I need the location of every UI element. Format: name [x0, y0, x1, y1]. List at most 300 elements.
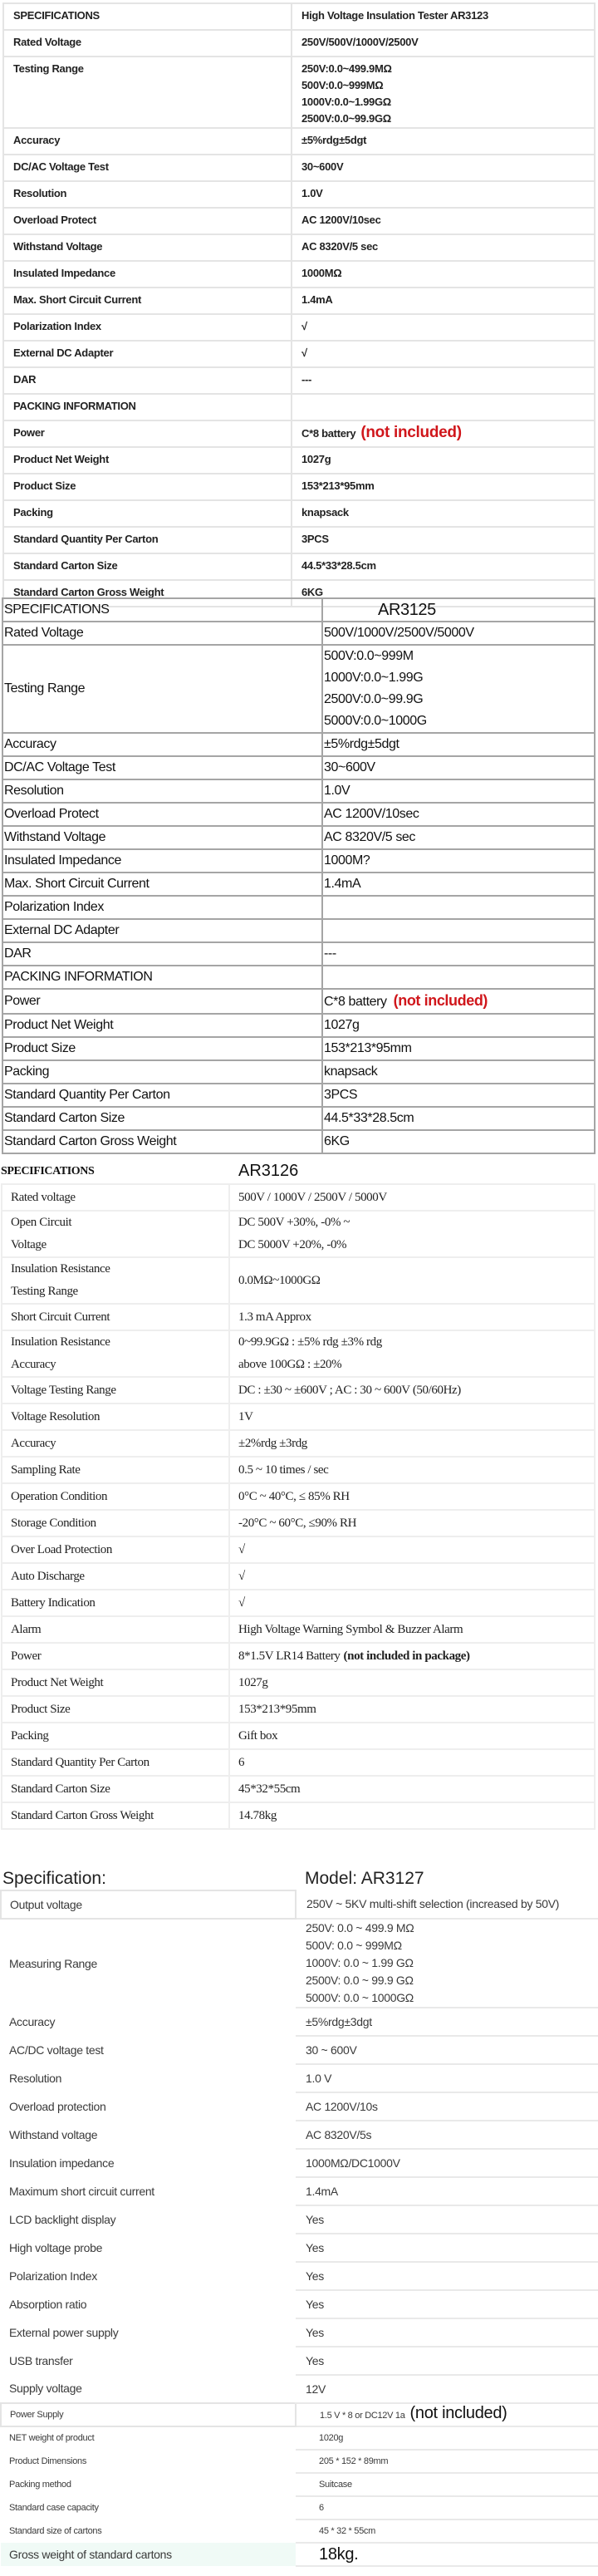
table-row	[2, 1037, 595, 1060]
spec-value-line: ---	[324, 946, 336, 961]
table-row	[2, 1457, 595, 1483]
spec-value-line: 1027g	[301, 453, 331, 465]
table-row	[2, 1404, 595, 1430]
spec-value-line: 0~99.9GΩ : ±5% rdg ±3% rdg	[238, 1335, 382, 1349]
spec-value-line: High Voltage Warning Symbol & Buzzer Alarm	[238, 1622, 463, 1636]
table-row	[2, 1802, 595, 1829]
spec-header-label: SPECIFICATIONS	[13, 9, 100, 22]
spec-label: Standard size of cartons	[9, 2525, 102, 2536]
spec-header-label: SPECIFICATIONS	[4, 602, 110, 617]
spec-label: Power Supply	[10, 2409, 64, 2420]
table-row	[1, 2121, 598, 2149]
table-row	[1, 2262, 598, 2290]
spec-label: Withstand Voltage	[4, 830, 106, 844]
spec-label: Product Net Weight	[4, 1018, 114, 1032]
spec-value-line: 1.4mA	[306, 2184, 338, 2198]
spec-value	[296, 2177, 598, 2205]
spec-label	[2, 1037, 322, 1060]
spec-value-line: 1.4mA	[301, 293, 333, 306]
table-row	[2, 873, 595, 896]
table-row	[2, 803, 595, 826]
spec-label: Power	[4, 994, 41, 1008]
spec-value	[296, 2347, 598, 2375]
spec-value: 8*1.5V LR14 Battery	[238, 1649, 341, 1663]
spec-label: Overload protection	[9, 2099, 106, 2113]
table-row	[2, 1696, 595, 1723]
spec-label: Product Size	[4, 1041, 76, 1055]
spec-value-line: 153*213*95mm	[301, 479, 375, 492]
spec-value	[322, 779, 595, 803]
spec-value-line: Gift box	[238, 1728, 278, 1743]
spec-label	[1, 2177, 296, 2205]
spec-label: Polarization Index	[9, 2269, 97, 2283]
spec-value	[296, 2205, 598, 2234]
table-row	[2, 1304, 595, 1330]
spec-value-line: ±2%rdg ±3rdg	[238, 1436, 307, 1450]
spec-value-line: √	[238, 1569, 245, 1583]
spec-value	[322, 919, 595, 942]
table-row	[1, 2375, 598, 2403]
spec-value	[292, 208, 595, 234]
table-row	[1, 2496, 598, 2519]
spec-value-line: 45 * 32 * 55cm	[319, 2525, 375, 2536]
spec-value-line: 205 * 152 * 89mm	[319, 2456, 389, 2466]
spec-value	[292, 261, 595, 288]
spec-label: Standard Carton Gross Weight	[13, 586, 164, 598]
spec-label	[2, 756, 322, 779]
spec-value-line: 2500V:0.0~99.9GΩ	[301, 112, 391, 125]
spec-value	[322, 942, 595, 966]
table-row	[1, 2092, 598, 2121]
spec-label: Max. Short Circuit Current	[13, 293, 141, 306]
spec-label: High voltage probe	[9, 2240, 103, 2254]
spec-value	[292, 57, 595, 128]
spec-value	[296, 2008, 598, 2036]
table-row	[3, 181, 595, 208]
table-row	[2, 622, 595, 645]
spec-value-line: 3PCS	[324, 1088, 358, 1102]
spec-value-line: Yes	[306, 2240, 324, 2254]
spec-value-line: 1000V:0.0~1.99G	[324, 671, 424, 685]
spec-value-line: 2500V: 0.0 ~ 99.9 GΩ	[306, 1974, 414, 1987]
spec-value-line: ±5%rdg±5dgt	[324, 737, 399, 751]
table-row	[2, 1184, 595, 1211]
spec-label-line: Storage Condition	[11, 1516, 96, 1530]
table-row	[1, 2149, 598, 2177]
table-row	[2, 989, 595, 1014]
spec-label-line: Short Circuit Current	[11, 1310, 110, 1324]
spec-value	[229, 1669, 595, 1696]
spec-value-line: 1000V: 0.0 ~ 1.99 GΩ	[306, 1956, 414, 1969]
table-row	[3, 367, 595, 394]
spec-value-line: √	[238, 1542, 245, 1556]
table-row	[1, 2234, 598, 2262]
spec-label: PACKING INFORMATION	[4, 970, 153, 984]
spec-label	[2, 1669, 229, 1696]
spec-value	[296, 2290, 598, 2318]
spec-label: Insulated Impedance	[13, 267, 115, 279]
spec-table-ar3126	[1, 1183, 596, 1830]
spec-label: Product Net Weight	[13, 453, 109, 465]
spec-value-line: 6KG	[324, 1134, 350, 1148]
spec-label	[3, 500, 292, 527]
spec-label	[2, 919, 322, 942]
spec-value	[229, 1776, 595, 1802]
table-row	[2, 1377, 595, 1404]
spec-value-line: 3PCS	[301, 533, 329, 545]
table-row	[2, 966, 595, 989]
spec-table-ar3125	[2, 597, 596, 1154]
spec-value	[292, 128, 595, 155]
table-row	[1, 2519, 598, 2543]
table-row	[1, 2403, 598, 2426]
spec-label: Maximum short circuit current	[9, 2184, 154, 2198]
spec-value	[292, 447, 595, 474]
spec-value	[292, 341, 595, 367]
table-row	[1, 1919, 598, 2008]
spec-label	[3, 553, 292, 580]
spec-label	[1, 2375, 296, 2403]
spec-label	[2, 803, 322, 826]
spec-value	[296, 1919, 598, 2008]
spec-label	[2, 873, 322, 896]
not-included-note: (not included)	[409, 2404, 507, 2422]
spec-label-line: Standard Quantity Per Carton	[11, 1755, 150, 1769]
spec-value	[292, 367, 595, 394]
spec-value-line: DC : ±30 ~ ±600V ; AC : 30 ~ 600V (50/60Hz)	[238, 1383, 461, 1397]
spec-label	[2, 1776, 229, 1802]
spec-label	[2, 1084, 322, 1107]
spec-value	[292, 474, 595, 500]
spec-label: AC/DC voltage test	[9, 2043, 104, 2057]
spec-label	[1, 2290, 296, 2318]
table-row	[1, 2347, 598, 2375]
table-row	[1, 2543, 598, 2566]
table-row	[2, 645, 595, 733]
spec-value	[229, 1211, 595, 1257]
spec-label	[3, 474, 292, 500]
spec-label: Measuring Range	[9, 1956, 98, 1970]
spec-value	[229, 1590, 595, 1616]
table-row	[3, 527, 595, 553]
spec-label-line: Over Load Protection	[11, 1542, 112, 1556]
spec-value-line: Yes	[306, 2325, 324, 2339]
spec-header-label	[3, 3, 292, 30]
spec-value-line: 1000M?	[324, 853, 370, 868]
spec-value	[296, 2036, 598, 2064]
spec-value	[229, 1457, 595, 1483]
spec-value: 1.5 V * 8 or DC12V 1a	[320, 2411, 405, 2421]
spec-value-line: √	[301, 320, 307, 332]
spec-label-line: Standard Carton Size	[11, 1782, 110, 1796]
spec-label	[1, 2262, 296, 2290]
spec-value	[322, 1084, 595, 1107]
spec-label: Insulation impedance	[9, 2156, 115, 2170]
spec-value	[229, 1304, 595, 1330]
spec-value	[292, 553, 595, 580]
spec-value-line: 30~600V	[324, 760, 375, 774]
spec-value	[322, 1037, 595, 1060]
model-name	[292, 3, 595, 30]
spec-label-line: Voltage Resolution	[11, 1409, 100, 1423]
spec-label: Supply voltage	[9, 2382, 82, 2395]
table-row	[2, 942, 595, 966]
table-header-row	[2, 598, 595, 622]
spec-label	[2, 1749, 229, 1776]
spec-value	[322, 966, 595, 989]
spec-label	[2, 989, 322, 1014]
spec-label: Gross weight of standard cartons	[9, 2547, 172, 2561]
spec-label-line: Accuracy	[11, 1436, 56, 1450]
spec-label: Absorption ratio	[9, 2297, 87, 2311]
spec-label-line: Sampling Rate	[11, 1463, 81, 1477]
spec-label-line: Insulation Resistance	[11, 1335, 110, 1349]
spec-label	[2, 1330, 229, 1377]
spec-value	[292, 181, 595, 208]
spec-value-line: AC 1200V/10s	[306, 2099, 378, 2113]
model-name: AR3126	[238, 1162, 299, 1180]
spec-value	[292, 527, 595, 553]
table-row	[2, 1483, 595, 1510]
spec-value-line: 1027g	[238, 1675, 268, 1689]
table-row	[1, 2177, 598, 2205]
spec-label	[2, 1014, 322, 1037]
spec-label: Power	[13, 426, 45, 439]
not-included-note: (not included in package)	[343, 1649, 470, 1663]
spec-value	[229, 1430, 595, 1457]
spec-value-line: 500V:0.0~999M	[324, 649, 414, 663]
spec-label-line: Accuracy	[11, 1358, 56, 1371]
spec-value	[322, 896, 595, 919]
table-row	[2, 1060, 595, 1084]
spec-label	[2, 826, 322, 849]
table-row	[2, 1211, 595, 1257]
spec-value-line: 0°C ~ 40°C, ≤ 85% RH	[238, 1489, 350, 1503]
spec-label	[2, 1723, 229, 1749]
spec-value	[296, 2496, 598, 2519]
spec-value-line: 1027g	[324, 1018, 360, 1032]
table-row	[2, 756, 595, 779]
spec-value	[229, 1184, 595, 1211]
spec-label	[2, 1404, 229, 1430]
spec-table-ar3123	[2, 2, 596, 607]
spec-label-line: Rated voltage	[11, 1190, 76, 1204]
spec-value	[322, 733, 595, 756]
spec-label	[2, 1616, 229, 1643]
spec-label	[2, 1107, 322, 1130]
spec-value-line: DC 500V +30%, -0% ~	[238, 1216, 350, 1229]
spec-label-line: Power	[11, 1649, 42, 1663]
table-row	[2, 1590, 595, 1616]
table-row	[2, 1536, 595, 1563]
spec-label	[1, 1890, 296, 1919]
spec-label	[2, 942, 322, 966]
spec-value	[292, 155, 595, 181]
spec-label	[2, 1802, 229, 1829]
table-row	[2, 1107, 595, 1130]
spec-label: Standard Carton Size	[4, 1111, 125, 1125]
spec-label	[1, 1919, 296, 2008]
spec-value	[296, 2375, 598, 2403]
spec-label: Max. Short Circuit Current	[4, 877, 150, 891]
table-row	[2, 1130, 595, 1153]
spec-value: C*8 battery	[301, 427, 356, 440]
spec-label	[1, 2008, 296, 2036]
spec-label	[3, 288, 292, 314]
spec-value	[229, 1802, 595, 1829]
table-row	[3, 234, 595, 261]
spec-value	[296, 2450, 598, 2473]
spec-label-line: Operation Condition	[11, 1489, 108, 1503]
table-row	[2, 779, 595, 803]
table-row	[3, 474, 595, 500]
spec-label: Rated Voltage	[4, 626, 84, 640]
spec-value-line: Yes	[306, 2212, 324, 2226]
model-name: Model: AR3127	[305, 1869, 424, 1888]
spec-value	[296, 1890, 598, 1919]
spec-value	[229, 1723, 595, 1749]
spec-label-line: Open Circuit	[11, 1216, 72, 1229]
spec-label	[1, 2036, 296, 2064]
spec-label: DAR	[13, 373, 37, 386]
spec-label	[1, 2234, 296, 2262]
spec-value	[296, 2543, 598, 2566]
spec-label: Rated Voltage	[13, 36, 81, 48]
spec-label: Polarization Index	[4, 900, 104, 914]
spec-value	[296, 2121, 598, 2149]
spec-value-line: AC 8320V/5 sec	[301, 240, 378, 253]
spec-label	[3, 155, 292, 181]
model-name: High Voltage Insulation Tester AR3123	[301, 9, 488, 22]
spec-label	[2, 779, 322, 803]
table-row	[3, 341, 595, 367]
spec-value	[296, 2426, 598, 2450]
spec-value-line: AC 8320V/5 sec	[324, 830, 416, 844]
table-row	[3, 500, 595, 527]
spec-value	[296, 2473, 598, 2496]
spec-value	[292, 394, 595, 420]
spec-value-line: √	[238, 1595, 245, 1610]
spec-value-line: 44.5*33*28.5cm	[301, 559, 376, 572]
spec-label: Packing	[13, 506, 53, 519]
table-row	[2, 896, 595, 919]
spec-label: Output voltage	[10, 1897, 82, 1911]
table-row	[3, 314, 595, 341]
spec-value-line: Yes	[306, 2353, 324, 2367]
spec-label	[1, 2092, 296, 2121]
spec-value-line: 45*32*55cm	[238, 1782, 301, 1796]
table-row	[1, 2205, 598, 2234]
spec-label	[1, 2426, 296, 2450]
spec-label	[1, 2543, 296, 2566]
spec-value-line	[238, 1645, 586, 1668]
spec-label	[2, 1536, 229, 1563]
table-row	[2, 1723, 595, 1749]
table-row	[3, 420, 595, 447]
spec-value	[292, 30, 595, 57]
spec-value-line: 500V:0.0~999MΩ	[301, 79, 384, 91]
spec-label	[2, 1457, 229, 1483]
spec-label	[1, 2450, 296, 2473]
spec-label: Packing method	[9, 2479, 71, 2490]
table-row	[1, 2008, 598, 2036]
spec-value-line: 1.0V	[324, 784, 350, 798]
spec-value-line: 1.0V	[301, 187, 323, 199]
spec-value-line: Suitcase	[319, 2479, 352, 2490]
spec-value	[322, 645, 595, 733]
spec-label	[1, 2121, 296, 2149]
spec-value	[229, 1696, 595, 1723]
spec-value	[292, 288, 595, 314]
spec-label: Polarization Index	[13, 320, 101, 332]
table-row	[2, 1510, 595, 1536]
spec-value-line: AC 8320V/5s	[306, 2127, 372, 2141]
spec-value	[229, 1510, 595, 1536]
table-row	[3, 155, 595, 181]
spec-value-line	[301, 425, 585, 442]
spec-label	[2, 1060, 322, 1084]
spec-value-line: ±5%rdg±5dgt	[301, 134, 367, 146]
table-row	[3, 30, 595, 57]
spec-value-line: 6	[238, 1755, 245, 1769]
table-row	[2, 733, 595, 756]
spec-label: Packing	[4, 1064, 50, 1079]
spec-value-line: ±5%rdg±3dgt	[306, 2014, 372, 2028]
spec-value-line: 44.5*33*28.5cm	[324, 1111, 414, 1125]
model-name	[322, 598, 595, 622]
spec-label-line: Alarm	[11, 1622, 42, 1636]
spec-label: Testing Range	[13, 62, 84, 75]
spec-label-line: Battery Indication	[11, 1595, 96, 1610]
spec-label: Standard Carton Size	[13, 559, 118, 572]
spec-label	[3, 420, 292, 447]
spec-label-line: Auto Discharge	[11, 1569, 85, 1583]
spec-value	[229, 1749, 595, 1776]
table-row	[2, 1014, 595, 1037]
spec-value-line: 1000MΩ	[301, 267, 342, 279]
spec-label: USB transfer	[9, 2353, 73, 2367]
spec-label: DC/AC Voltage Test	[4, 760, 115, 774]
table-row	[2, 1430, 595, 1457]
spec-value-line: 500V/1000V/2500V/5000V	[324, 626, 474, 640]
spec-value	[322, 622, 595, 645]
spec-label-line: Voltage Testing Range	[11, 1383, 116, 1397]
table-row	[3, 447, 595, 474]
table-row	[1, 2426, 598, 2450]
spec-value	[229, 1377, 595, 1404]
spec-label: NET weight of product	[9, 2433, 95, 2443]
spec-value-line: ---	[301, 373, 312, 386]
spec-value-line: 1.3 mA Approx	[238, 1310, 311, 1324]
spec-value-line: 1.4mA	[324, 877, 361, 891]
spec-value	[296, 2262, 598, 2290]
table-row	[2, 1749, 595, 1776]
spec-value-line: 2500V:0.0~99.9G	[324, 692, 424, 706]
spec-label	[3, 367, 292, 394]
table-row	[2, 1643, 595, 1669]
spec-value-line: Yes	[306, 2269, 324, 2283]
spec-value-line: above 100GΩ : ±20%	[238, 1358, 342, 1371]
spec-label	[2, 1257, 229, 1304]
spec-value-line: 153*213*95mm	[324, 1041, 412, 1055]
spec-label	[2, 966, 322, 989]
spec-value-line: 250V ~ 5KV multi-shift selection (increased by 50V)	[306, 1897, 560, 1910]
spec-value: C*8 battery	[324, 995, 387, 1009]
spec-value-line: 1000V:0.0~1.99GΩ	[301, 96, 391, 108]
table-row	[2, 1084, 595, 1107]
spec-value-line: 1020g	[319, 2432, 344, 2443]
spec-label: Accuracy	[4, 737, 56, 751]
